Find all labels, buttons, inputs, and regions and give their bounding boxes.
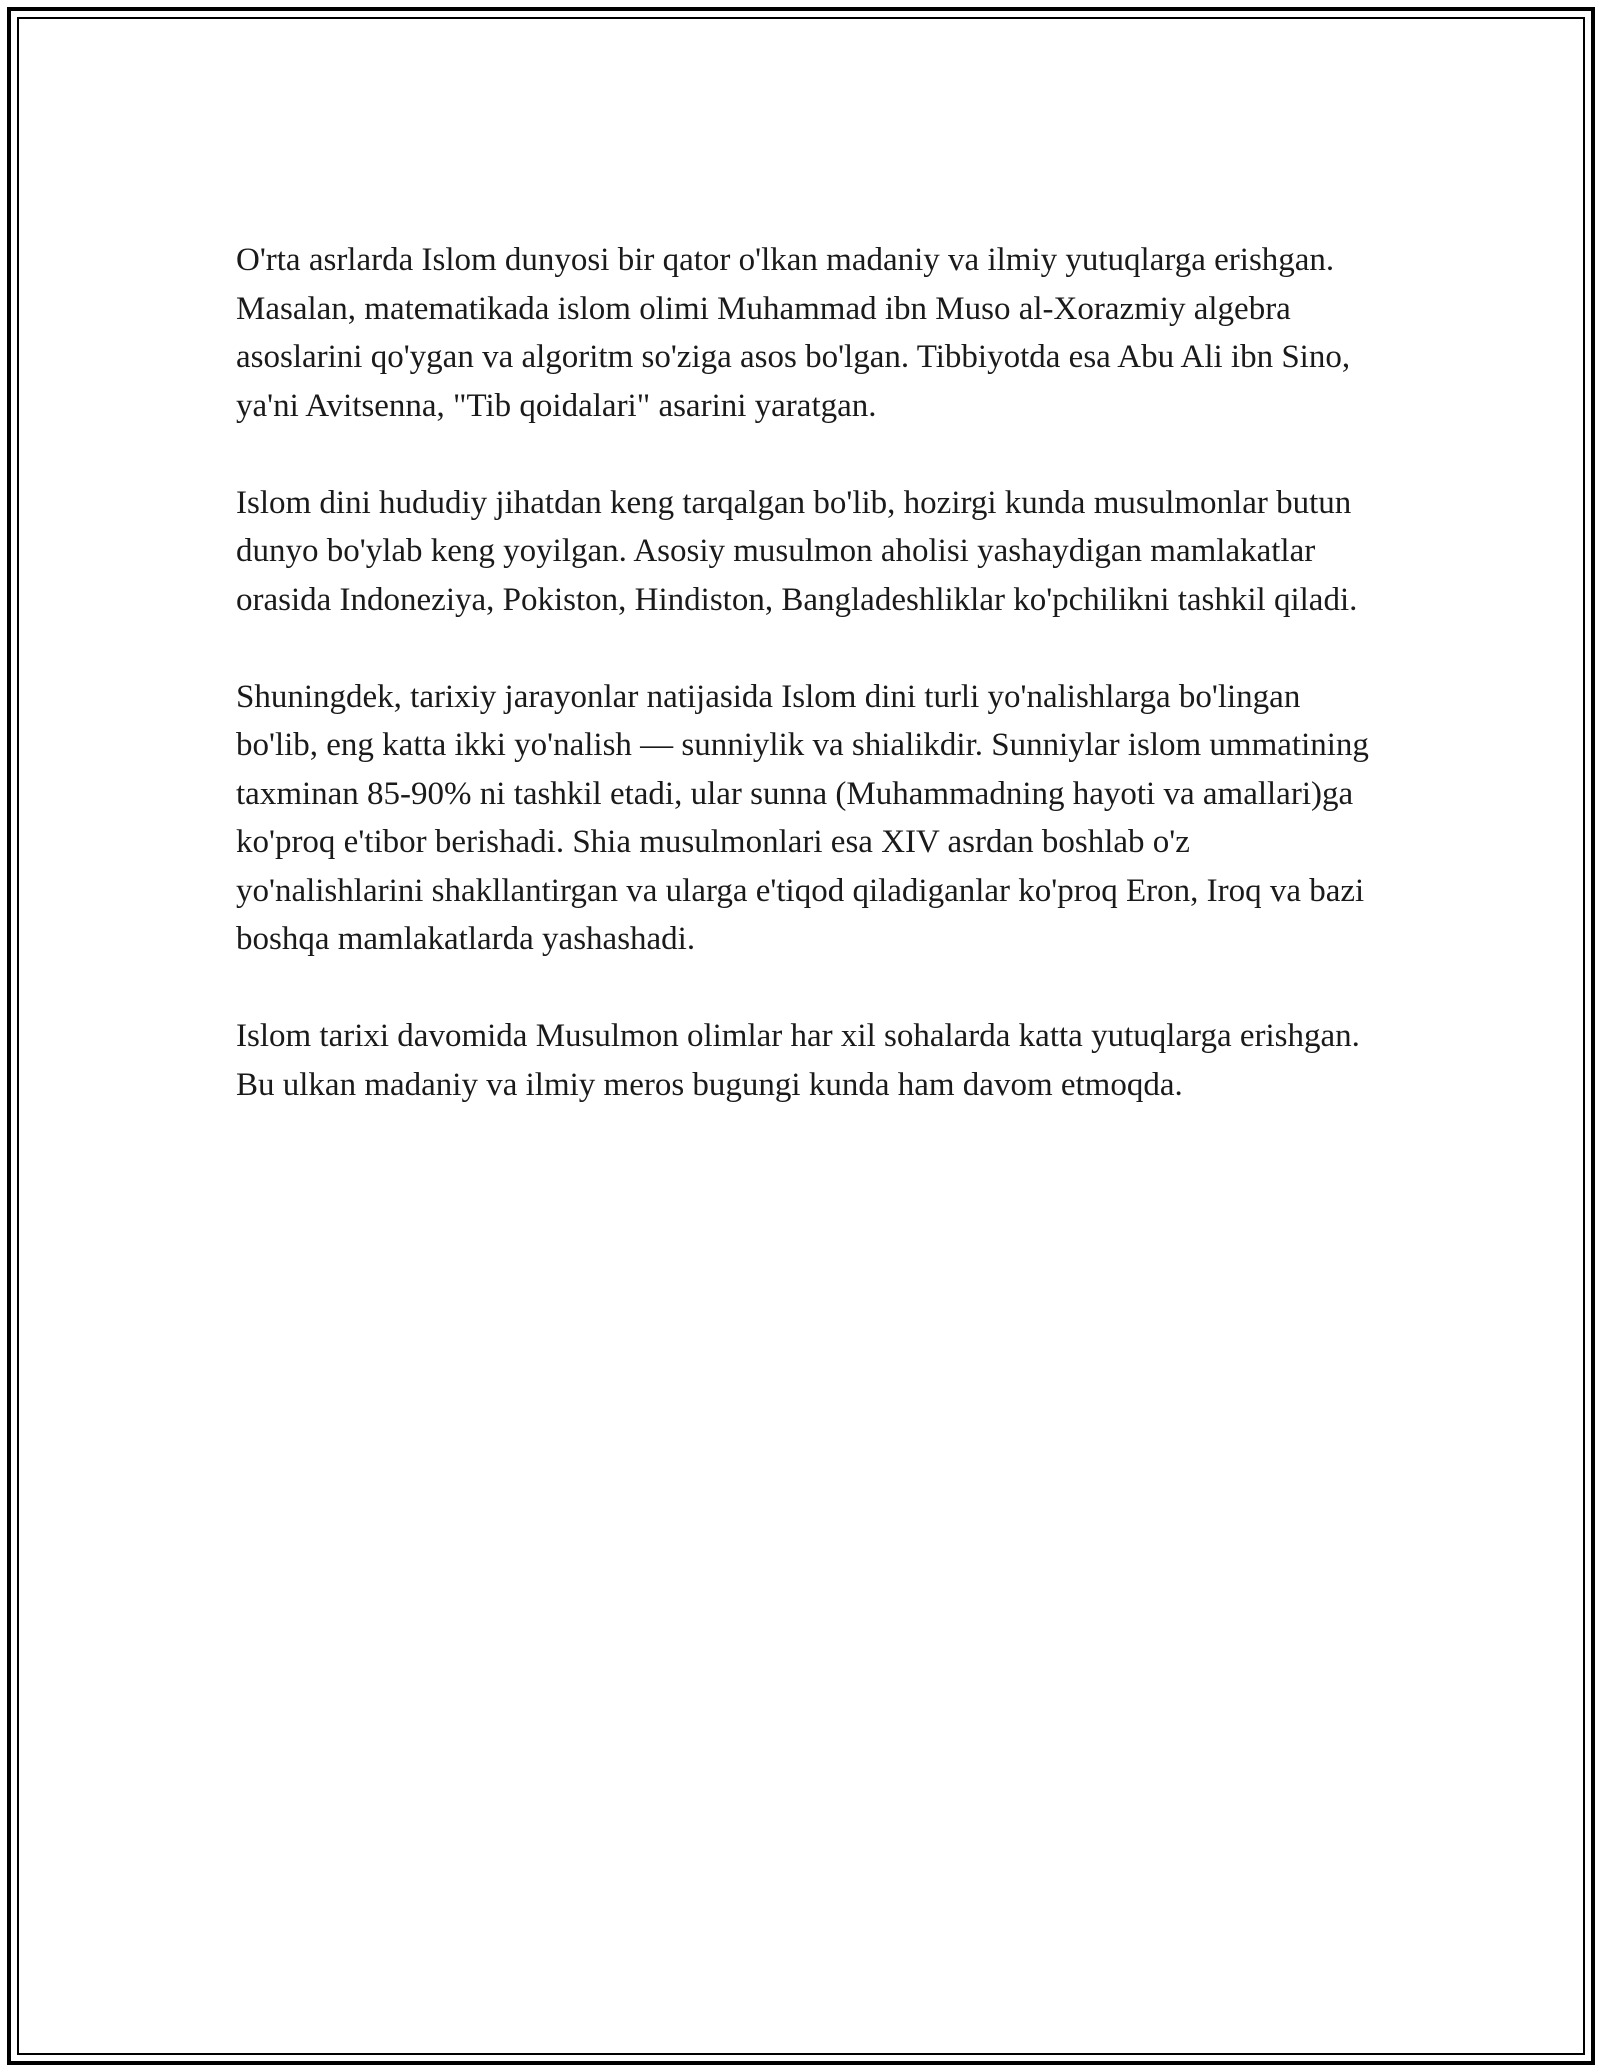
paragraph-2: Islom dini hududiy jihatdan keng tarqalgan bo'lib, hozirgi kunda musulmonlar butun dunyo bo'ylab keng yoyilgan. Asosiy musulmon aholisi yashaydigan mamlakatlar orasida Indoneziya, Pokiston, Hindiston, Bangladeshliklar ko'pchilikni tashkil qiladi.	[236, 484, 1358, 618]
document-body	[236, 236, 1376, 1158]
paragraph-1: O'rta asrlarda Islom dunyosi bir qator o'lkan madaniy va ilmiy yutuqlarga erishgan. Masalan, matematikada islom olimi Muhammad ibn Muso al-Xorazmiy algebra asoslarini qo'ygan va algoritm so'ziga asos bo'lgan. Tibbiyotda esa Abu Ali ibn Sino, ya'ni Avitsenna, "Tib qoidalari" asarini yaratgan.	[236, 242, 1351, 424]
paragraph-3: Shuningdek, tarixiy jarayonlar natijasida Islom dini turli yo'nalishlarga bo'lingan bo'lib, eng katta ikki yo'nalish — sunniylik va shialikdir. Sunniylar islom ummatining taxminan 85-90% ni tashkil etadi, ular sunna (Muhammadning hayoti va amallari)ga ko'proq e'tibor berishadi. Shia musulmonlari esa XIV asrdan boshlab o'z yo'nalishlarini shakllantirgan va ularga e'tiqod qiladiganlar ko'proq Eron, Iroq va bazi boshqa mamlakatlarda yashashadi.	[236, 678, 1369, 957]
paragraph-4: Islom tarixi davomida Musulmon olimlar har xil sohalarda katta yutuqlarga erishgan. Bu ulkan madaniy va ilmiy meros bugungi kunda ham davom etmoqda.	[236, 1018, 1360, 1103]
